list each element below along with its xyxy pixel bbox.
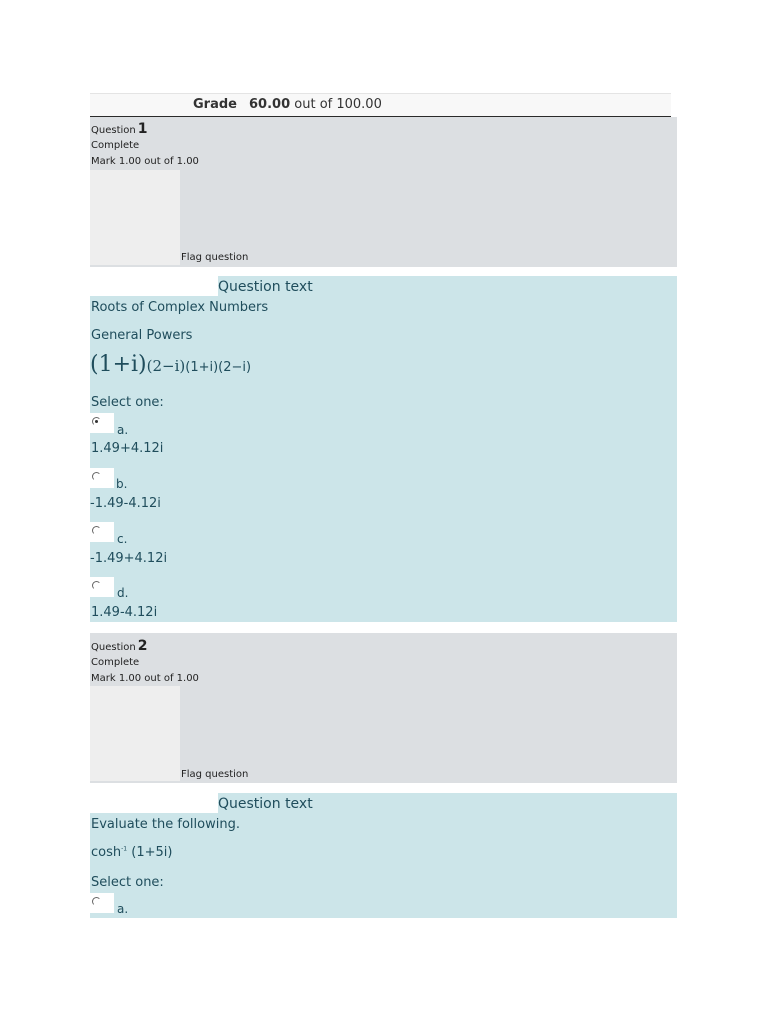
question-2-prefix: Question [91, 642, 136, 653]
question-1-option-b-letter[interactable]: b. [116, 477, 128, 491]
q2-expr-sup: -1 [121, 845, 128, 853]
expression-exponent: (2−i) [146, 357, 186, 375]
question-1-option-c-letter[interactable]: c. [117, 532, 128, 546]
question-1-option-a-value: 1.49+4.12i [91, 441, 164, 456]
expression-plain: (1+i)(2−i) [185, 360, 252, 375]
expression-base: (1+i) [90, 352, 147, 377]
question-1-option-b-radio[interactable] [92, 472, 101, 481]
question-1-number: 1 [137, 121, 148, 137]
question-1-state: Complete [91, 140, 140, 151]
question-1-line-2: General Powers [91, 328, 193, 343]
question-1-expression [90, 352, 251, 377]
grade-label: Grade [193, 97, 237, 112]
question-1-heading [91, 121, 147, 137]
grade-suffix: out of 100.00 [294, 97, 382, 112]
question-1-select-label: Select one: [91, 395, 164, 410]
question-2-mark: Mark 1.00 out of 1.00 [91, 673, 199, 684]
grade-score: 60.00 [249, 97, 291, 112]
question-1-option-a-radio[interactable] [92, 417, 101, 426]
question-2-option-a-radio[interactable] [92, 897, 101, 906]
question-1-option-d-radio[interactable] [92, 581, 101, 590]
grade-value [249, 97, 382, 112]
question-2-info-box [90, 686, 180, 781]
question-1-prefix: Question [91, 125, 136, 136]
q2-expr-func: cosh [91, 845, 122, 860]
question-2-heading [91, 638, 147, 654]
question-1-option-a-letter[interactable]: a. [117, 423, 129, 437]
question-1-flag-link[interactable]: Flag question [181, 252, 249, 263]
question-1-line-1: Roots of Complex Numbers [91, 300, 269, 315]
question-2-select-label: Select one: [91, 875, 164, 890]
question-1-text-label: Question text [218, 279, 313, 295]
question-2-tab-gap [90, 793, 218, 813]
question-1-option-d-letter[interactable]: d. [117, 586, 129, 600]
question-1-option-c-value: -1.49+4.12i [90, 551, 168, 566]
question-2-line-1: Evaluate the following. [91, 817, 240, 832]
question-1-mark: Mark 1.00 out of 1.00 [91, 156, 199, 167]
question-1-info-box [90, 170, 180, 265]
question-1-option-b-value: -1.49-4.12i [90, 496, 161, 511]
question-2-state: Complete [91, 657, 140, 668]
question-2-option-a-letter[interactable]: a. [117, 902, 129, 916]
question-2-text-label: Question text [218, 796, 313, 812]
question-2-number: 2 [137, 638, 148, 654]
q2-expr-arg: (1+5i) [127, 845, 173, 860]
question-1-tab-gap [90, 276, 218, 296]
question-1-option-c-radio[interactable] [92, 526, 101, 535]
question-2-flag-link[interactable]: Flag question [181, 769, 249, 780]
question-1-option-d-value: 1.49-4.12i [91, 605, 158, 620]
question-2-expression [91, 845, 172, 860]
